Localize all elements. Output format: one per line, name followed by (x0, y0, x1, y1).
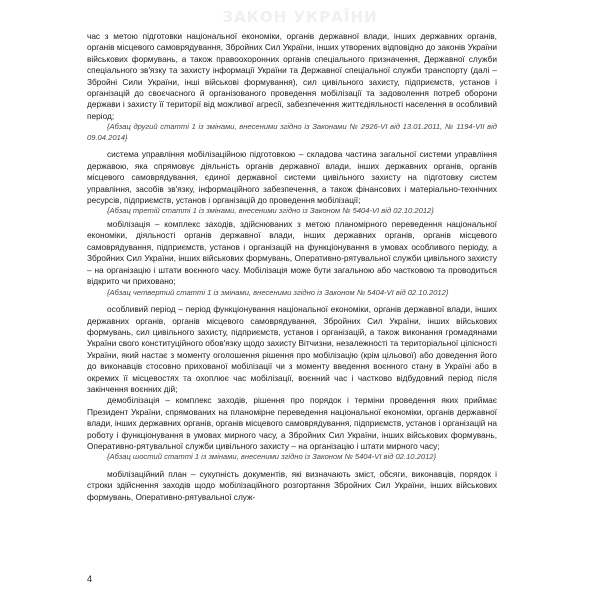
paragraph-definition: особливий період – період функціонування національної економіки, органів державної влади, інших державних органів, органів місцевого самоврядування, Збройних Сил України, інших військових формувань, сил цивільного захисту, підприємств, установ і організацій, а також виконання громадянами України свого конституційного обов'язку щодо захисту Вітчизни, незалежності та територіальної цілісності України, який настає з моменту оголошення рішення про мобілізацію (крім цільової) або доведення його до виконавців стосовно прихованої мобілізації чи з моменту введення воєнного стану в Україні або в окремих її місцевостях та охоплює час мобілізації, воєнний час і частково відбудовний період після закінчення воєнних дій; (87, 304, 497, 394)
paragraph-definition: мобілізаційний план – сукупність документів, які визначають зміст, обсяги, виконавців, порядок і строки здійснення заходів щодо мобілізаційного розгортання Збройних Сил України, інших військових формувань, Оперативно-рятувальної служ- (87, 468, 497, 502)
body-text (87, 31, 497, 503)
amendment-note: {Абзац другий статті 1 із змінами, внесеними згідно із Законами № 2926-VI від 13.01.2011, № 1194-VII від 09.04.2014} (87, 122, 497, 142)
paragraph-definition: демобілізація – комплекс заходів, рішення про порядок і терміни проведення яких приймає Президент України, спрямованих на планомірне переведення національної економіки, органів державної влади, інших державних органів, органів місцевого самоврядування, підприємств, установ і організацій на роботу і функціонування в умовах мирного часу, а Збройних Сил України, інших військових формувань, Оперативно-рятувальної служби цивільного захисту – на організацію і штати мирного часу; (87, 395, 497, 451)
header-watermark: ЗАКОН УКРАЇНИ (222, 8, 378, 26)
amendment-note: {Абзац четвертий статті 1 із змінами, внесеними згідно із Законом № 5404-VI від 02.10.2012} (107, 287, 449, 297)
paragraph-continuation: час з метою підготовки національної економіки, органів державної влади, інших державних органів, органів місцевого самоврядування, Збройних Сил України, інших утворених відповідно до законів України військових формувань, а також правоохоронних органів спеціального призначення, Державної служби спеціального зв'язку та захисту інформації України та Державної спеціальної служби транспорту (далі – Збройні Сили України, інші військові формування), сил цивільного захисту, підприємств, установ і організацій до своєчасного й організованого проведення мобілізації та задоволення потреб оборони держави і захисту її території від можливої агресії, забезпечення життєдіяльності населення в особливий період; (87, 31, 497, 121)
page-number: 4 (87, 574, 93, 584)
paragraph-definition: система управління мобілізаційною підготовкою – складова частина загальної системи управління державою, яка спрямовує діяльність органів державної влади, інших державних органів, органів місцевого самоврядування, єдиної державної системи цивільного захисту на підготовку систем управління, засобів зв'язку, інформаційного забезпечення, а також фінансових і матеріально-технічних ресурсів, підприємств, установ і організацій до проведення мобілізації; (87, 149, 497, 206)
amendment-note: {Абзац шостий статті 1 із змінами, внесеними згідно із Законом № 5404-VI від 02.10.2012} (107, 452, 437, 462)
paragraph-definition: мобілізація – комплекс заходів, здійснюваних з метою планомірного переведення національної економіки, діяльності органів державної влади, інших державних органів, органів місцевого самоврядування, підприємств, установ і організацій на функціонування в умовах особливого періоду, а Збройних Сил України, інших військових формувань, Оперативно-рятувальної служби цивільного захисту – на організацію і штати воєнного часу. Мобілізація може бути загальною або частковою та проводиться відкрито чи приховано; (87, 219, 497, 287)
amendment-note: {Абзац третій статті 1 із змінами, внесеними згідно із Законом № 5404-VI від 02.10.2012} (107, 206, 434, 216)
